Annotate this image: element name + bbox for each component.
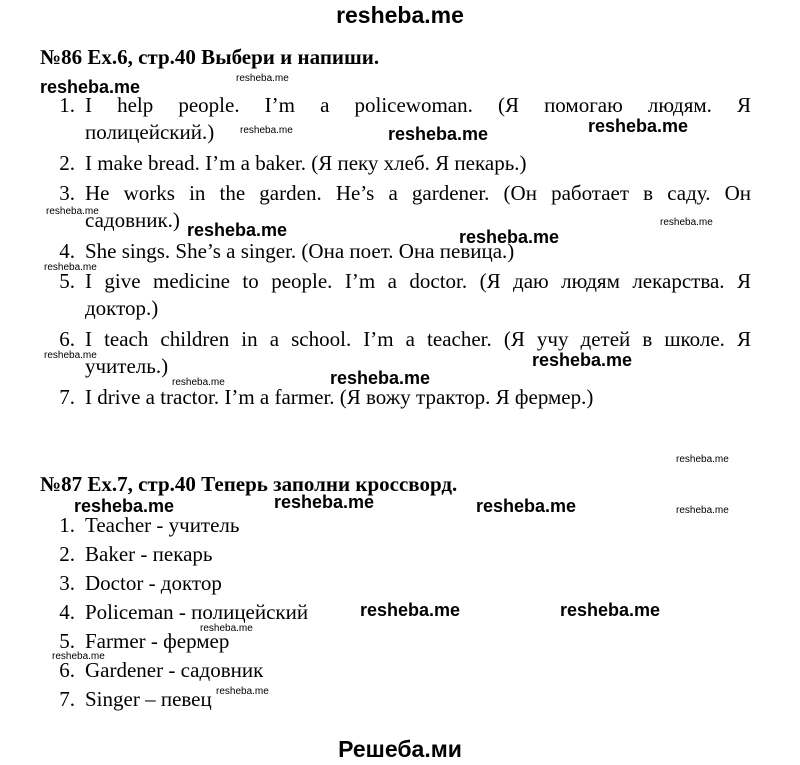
watermark: resheba.me [74,496,175,516]
watermark: resheba.me [459,227,560,247]
item-text: Singer – певец [85,687,212,711]
list-item [55,628,751,655]
item-number: 3. [59,571,75,595]
watermark: resheba.me [676,454,729,465]
watermark: resheba.me [240,125,293,136]
watermark: resheba.me [676,505,729,516]
item-text: Baker - пекарь [85,542,213,566]
list-item [55,180,751,234]
watermark: resheba.me [476,496,577,516]
watermark: resheba.me [44,262,97,273]
item-number: 3. [59,181,75,205]
item-text: He works in the garden. He’s a gardener. (Он работает в саду. Он [85,181,751,205]
watermark: resheba.me [274,492,375,512]
list-item [55,512,751,539]
item-number: 7. [59,385,75,409]
list-item [55,238,751,265]
item-text: Teacher - учитель [85,513,240,537]
item-number: 6. [59,658,75,682]
list-item [55,150,751,177]
item-text-continuation: садовник.) [85,208,180,232]
list-item [55,541,751,568]
item-number: 1. [59,93,75,117]
watermark: resheba.me [40,77,141,97]
item-number: 5. [59,629,75,653]
exercise-87-heading: №87 Ex.7, стр.40 Теперь заполни кроссворд. [40,472,458,496]
item-text-continuation: доктор.) [85,296,159,320]
list-item [55,657,751,684]
exercise-86-heading: №86 Ex.6, стр.40 Выбери и напиши. [40,45,380,69]
watermark: resheba.me [44,350,97,361]
item-text-continuation: учитель.) [85,354,169,378]
list-item [55,268,751,322]
watermark: resheba.me [532,350,633,370]
item-text: I teach children in a school. I’m a teacher. (Я учу детей в школе. Я [85,327,751,351]
watermark: resheba.me [46,206,99,217]
list-item [55,686,751,713]
item-text: I drive a tractor. I’m a farmer. (Я вожу трактор. Я фермер.) [85,385,594,409]
item-text: She sings. She’s a singer. (Она поет. Она певица.) [85,239,515,263]
list-item [55,570,751,597]
site-footer: Решеба.ми [338,736,462,762]
item-number: 1. [59,513,75,537]
watermark: resheba.me [388,124,489,144]
item-text: I help people. I’m a policewoman. (Я помогаю людям. Я [85,93,751,117]
watermark: resheba.me [360,600,461,620]
item-number: 7. [59,687,75,711]
item-number: 2. [59,542,75,566]
item-text-continuation: полицейский.) [85,120,215,144]
watermark: resheba.me [588,116,689,136]
item-text: Doctor - доктор [85,571,222,595]
item-number: 6. [59,327,75,351]
watermark: resheba.me [660,217,713,228]
item-number: 2. [59,151,75,175]
item-text: Farmer - фермер [85,629,230,653]
item-number: 4. [59,239,75,263]
item-text: I make bread. I’m a baker. (Я пеку хлеб. Я пекарь.) [85,151,527,175]
watermark: resheba.me [236,73,289,84]
item-text: Gardener - садовник [85,658,264,682]
watermark: resheba.me [200,623,253,634]
watermark: resheba.me [560,600,661,620]
item-number: 5. [59,269,75,293]
item-text: I give medicine to people. I’m a doctor. (Я даю людям лекарства. Я [85,269,751,293]
item-number: 4. [59,600,75,624]
watermark: resheba.me [187,220,288,240]
watermark: resheba.me [52,651,105,662]
item-text: Policeman - полицейский [85,600,309,624]
watermark: resheba.me [216,686,269,697]
watermark: resheba.me [172,377,225,388]
watermark: resheba.me [330,368,431,388]
list-item [55,384,751,411]
site-header: resheba.me [336,2,464,28]
